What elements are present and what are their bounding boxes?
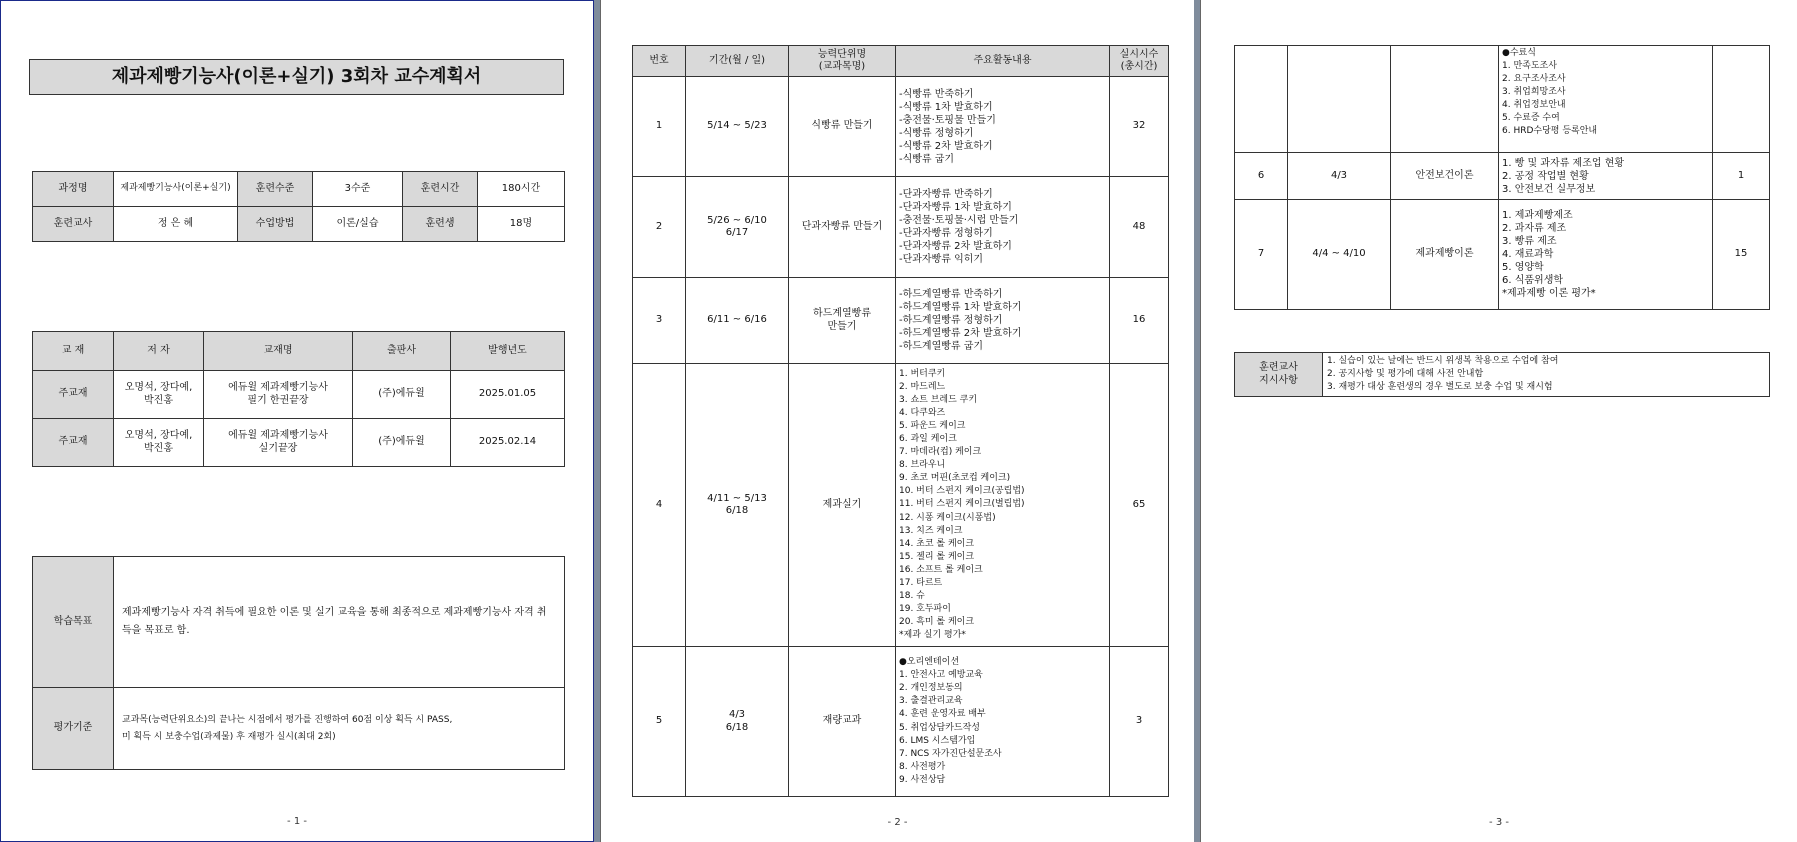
row-period: 4/3 6/18 — [686, 647, 789, 797]
list-item: -단과자빵류 정형하기 — [899, 228, 993, 239]
list-item: 1. 제과제빵제조 — [1502, 210, 1573, 221]
list-item: 6. 식품위생학 — [1502, 275, 1564, 286]
list-item: -하드계열빵류 1차 발효하기 — [899, 302, 1022, 313]
list-item: 5. 취업상담카드작성 — [899, 722, 981, 733]
page-3 — [1200, 0, 1797, 842]
header-unit: 능력단위명 (교과목명) — [789, 46, 896, 77]
list-item: 13. 치즈 케이크 — [899, 525, 963, 536]
row-hours: 15 — [1713, 200, 1770, 310]
training-hours-label: 훈련시간 — [403, 172, 478, 207]
textbook-type: 주교재 — [33, 419, 114, 467]
list-item: -하드계열빵류 굽기 — [899, 341, 984, 352]
list-item: 1. 실습이 있는 날에는 반드시 위생복 착용으로 수업에 참여 — [1327, 356, 1559, 366]
row-no: 6 — [1235, 153, 1288, 200]
list-item: 6. HRD수당평 등록안내 — [1502, 126, 1598, 137]
list-item: 2. 공지사항 및 평가에 대해 사전 안내함 — [1327, 369, 1484, 380]
row-period — [1288, 46, 1391, 153]
row-content — [896, 77, 1110, 177]
list-item: ●수료식 — [1502, 48, 1536, 58]
list-item: -단과자빵류 익히기 — [899, 254, 984, 265]
textbook-publisher: (주)에듀윌 — [353, 371, 451, 419]
instructor-notes-list — [1323, 353, 1770, 397]
list-item: 4. 다쿠와즈 — [899, 408, 946, 419]
list-item: 2. 공정 작업별 현황 — [1502, 170, 1589, 182]
list-item: -단과자빵류 2차 발효하기 — [899, 241, 1012, 252]
list-item: 7. NCS 자가진단설문조사 — [899, 748, 1002, 759]
row-content — [1499, 200, 1713, 310]
list-item: 1. 빵 및 과자류 제조업 현황 — [1502, 157, 1625, 169]
textbook-row — [33, 371, 565, 419]
row-unit: 제과실기 — [789, 364, 896, 647]
course-name-label: 과정명 — [33, 172, 114, 207]
row-hours: 65 — [1110, 364, 1169, 647]
eval-label: 평가기준 — [33, 688, 114, 770]
page-2 — [600, 0, 1194, 842]
textbook-header: 발행년도 — [451, 332, 565, 371]
row-hours: 1 — [1713, 153, 1770, 200]
page-number: - 3 - — [1489, 817, 1509, 828]
row-unit: 하드계열빵류 만들기 — [789, 278, 896, 364]
schedule-row — [1235, 153, 1770, 200]
list-item: ●오리엔테이션 — [899, 657, 960, 668]
list-item: 20. 흑미 롤 케이크 — [899, 616, 975, 627]
textbook-publisher: (주)에듀윌 — [353, 419, 451, 467]
list-item: 8. 사전평가 — [899, 761, 946, 772]
list-item: 6. LMS 시스템가입 — [899, 735, 976, 746]
list-item: 4. 훈련 운영자료 배부 — [899, 709, 986, 720]
goal-text: 제과제빵기능사 자격 취득에 필요한 이론 및 실기 교육을 통해 최종적으로 제과제빵기능사 자격 취득을 목표로 함. — [114, 557, 565, 688]
textbook-year: 2025.02.14 — [451, 419, 565, 467]
page-number: - 1 - — [287, 816, 307, 827]
textbook-table — [32, 331, 565, 467]
row-hours: 3 — [1110, 647, 1169, 797]
list-item: 8. 브라우니 — [899, 460, 946, 471]
row-period: 5/26 ~ 6/10 6/17 — [686, 177, 789, 278]
training-hours-value: 180시간 — [478, 172, 565, 207]
trainees-label: 훈련생 — [403, 207, 478, 242]
training-level-value: 3수준 — [313, 172, 403, 207]
list-item: -식빵류 1차 발효하기 — [899, 101, 993, 113]
list-item: -하드계열빵류 정형하기 — [899, 315, 1003, 326]
header-hours: 실시시수 (총시간) — [1110, 46, 1169, 77]
list-item: 10. 버터 스펀지 케이크(공립법) — [899, 486, 1025, 497]
schedule-row — [633, 364, 1169, 647]
header-no: 번호 — [633, 46, 686, 77]
row-period: 6/11 ~ 6/16 — [686, 278, 789, 364]
schedule-row — [633, 647, 1169, 797]
method-label: 수업방법 — [238, 207, 313, 242]
textbook-author: 오명석, 장다예, 박진홍 — [114, 371, 204, 419]
textbook-year: 2025.01.05 — [451, 371, 565, 419]
row-hours: 32 — [1110, 77, 1169, 177]
list-item: 19. 호두파이 — [899, 603, 951, 614]
row-content — [896, 278, 1110, 364]
list-item: -충전물·토핑물 만들기 — [899, 114, 996, 126]
row-no: 4 — [633, 364, 686, 647]
list-item: -식빵류 반죽하기 — [899, 88, 974, 100]
row-no: 5 — [633, 647, 686, 797]
textbook-type: 주교재 — [33, 371, 114, 419]
page-1 — [0, 0, 594, 842]
list-item: 3. 재평가 대상 훈련생의 경우 별도로 보충 수업 및 재시험 — [1327, 382, 1553, 393]
row-unit — [1391, 46, 1499, 153]
method-value: 이론/실습 — [313, 207, 403, 242]
row-unit: 재량교과 — [789, 647, 896, 797]
list-item: 3. 안전보건 실무정보 — [1502, 183, 1596, 195]
list-item: *제과제빵 이론 평가* — [1502, 288, 1596, 299]
textbook-header: 교 재 — [33, 332, 114, 371]
row-no: 7 — [1235, 200, 1288, 310]
teacher-value: 정 은 혜 — [114, 207, 238, 242]
list-item: -충전물·토핑물·시럽 만들기 — [899, 215, 1019, 226]
row-no: 3 — [633, 278, 686, 364]
row-unit: 식빵류 만들기 — [789, 77, 896, 177]
course-name-value: 제과제빵기능사(이론+실기) — [114, 172, 238, 207]
list-item: 9. 초코 머핀(초코컵 케이크) — [899, 473, 1011, 484]
list-item: 17. 타르트 — [899, 577, 943, 588]
list-item: 1. 버터쿠키 — [899, 369, 946, 379]
row-content — [896, 647, 1110, 797]
row-content — [1499, 153, 1713, 200]
row-no: 1 — [633, 77, 686, 177]
training-level-label: 훈련수준 — [238, 172, 313, 207]
list-item: 7. 마데라(컵) 케이크 — [899, 447, 982, 458]
goals-table — [32, 556, 565, 770]
row-no — [1235, 46, 1288, 153]
trainees-value: 18명 — [478, 207, 565, 242]
list-item: 5. 영양학 — [1502, 262, 1544, 273]
list-item: 5. 파운드 케이크 — [899, 421, 966, 432]
row-period: 4/11 ~ 5/13 6/18 — [686, 364, 789, 647]
row-hours: 16 — [1110, 278, 1169, 364]
list-item: 3. 빵류 제조 — [1502, 236, 1557, 247]
row-hours — [1713, 46, 1770, 153]
schedule-row — [633, 77, 1169, 177]
list-item: *제과 실기 평가* — [899, 629, 966, 640]
schedule-table — [632, 45, 1169, 797]
list-item: -식빵류 굽기 — [899, 153, 955, 165]
textbook-name: 에듀윌 제과제빵기능사 실기끝장 — [204, 419, 353, 467]
list-item: 5. 수료증 수여 — [1502, 113, 1560, 124]
row-hours: 48 — [1110, 177, 1169, 278]
list-item: 3. 취업희망조사 — [1502, 87, 1566, 98]
page-number: - 2 - — [887, 817, 908, 828]
list-item: 2. 개인정보동의 — [899, 683, 963, 694]
list-item: 1. 만족도조사 — [1502, 61, 1557, 72]
eval-text: 교과목(능력단위요소)의 끝나는 시점에서 평가를 진행하여 60점 이상 획득 시 PASS, 미 획득 시 보충수업(과제물) 후 재평가 실시(최대 2회) — [114, 688, 565, 770]
textbook-row — [33, 419, 565, 467]
list-item: -단과자빵류 1차 발효하기 — [899, 202, 1012, 213]
schedule-row — [1235, 46, 1770, 153]
list-item: 3. 출결관리교육 — [899, 696, 963, 707]
row-unit: 제과제빵이론 — [1391, 200, 1499, 310]
row-period: 4/4 ~ 4/10 — [1288, 200, 1391, 310]
schedule-row — [1235, 200, 1770, 310]
list-item: 3. 쇼트 브레드 쿠키 — [899, 395, 978, 406]
header-period: 기간(월 / 일) — [686, 46, 789, 77]
row-no: 2 — [633, 177, 686, 278]
list-item: 14. 초코 롤 케이크 — [899, 538, 975, 549]
row-unit: 안전보건이론 — [1391, 153, 1499, 200]
row-unit: 단과자빵류 만들기 — [789, 177, 896, 278]
document-title: 제과제빵기능사(이론+실기) 3회차 교수계획서 — [29, 59, 564, 95]
schedule-table-continued — [1234, 45, 1770, 310]
list-item: -하드계열빵류 2차 발효하기 — [899, 328, 1022, 339]
list-item: 6. 과일 케이크 — [899, 434, 957, 445]
row-period: 4/3 — [1288, 153, 1391, 200]
textbook-header: 출판사 — [353, 332, 451, 371]
list-item: -하드계열빵류 반죽하기 — [899, 289, 1003, 300]
list-item: -식빵류 2차 발효하기 — [899, 140, 993, 152]
textbook-header: 교재명 — [204, 332, 353, 371]
list-item: -단과자빵류 반죽하기 — [899, 189, 993, 200]
list-item: 15. 젤리 롤 케이크 — [899, 551, 975, 562]
header-content: 주요활동내용 — [896, 46, 1110, 77]
list-item: 18. 슈 — [899, 590, 925, 601]
list-item: -식빵류 정형하기 — [899, 127, 974, 139]
course-info-table — [32, 171, 565, 242]
list-item: 4. 취업정보안내 — [1502, 100, 1566, 111]
schedule-row — [633, 278, 1169, 364]
teacher-label: 훈련교사 — [33, 207, 114, 242]
list-item: 2. 마드레느 — [899, 382, 946, 393]
instructor-notes-table — [1234, 352, 1770, 397]
list-item: 1. 안전사고 예방교육 — [899, 670, 983, 681]
row-content — [896, 364, 1110, 647]
row-period: 5/14 ~ 5/23 — [686, 77, 789, 177]
list-item: 2. 과자류 제조 — [1502, 223, 1567, 234]
list-item: 2. 요구조사조사 — [1502, 74, 1566, 85]
list-item: 11. 버터 스펀지 케이크(별립법) — [899, 499, 1025, 510]
textbook-header: 저 자 — [114, 332, 204, 371]
list-item: 4. 재료과학 — [1502, 249, 1554, 260]
textbook-author: 오명석, 장다예, 박진홍 — [114, 419, 204, 467]
textbook-name: 에듀윌 제과제빵기능사 필기 한권끝장 — [204, 371, 353, 419]
list-item: 12. 시퐁 케이크(시퐁법) — [899, 512, 996, 523]
list-item: 9. 사전상담 — [899, 774, 946, 785]
list-item: 16. 소프트 롤 케이크 — [899, 564, 983, 575]
instructor-notes-label: 훈련교사 지시사항 — [1235, 353, 1323, 397]
goal-label: 학습목표 — [33, 557, 114, 688]
row-content — [896, 177, 1110, 278]
row-content — [1499, 46, 1713, 153]
schedule-row — [633, 177, 1169, 278]
